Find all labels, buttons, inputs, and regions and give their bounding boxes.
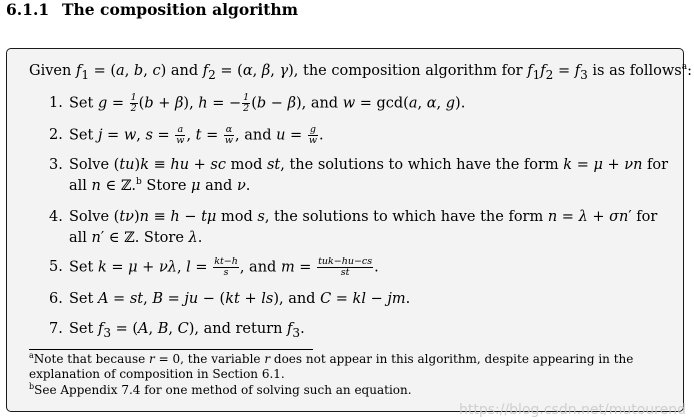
footnote-text: Note that because <box>33 352 150 366</box>
step-number: 2. <box>49 127 63 143</box>
step-number: 3. <box>49 157 63 173</box>
watermark: https://blog.csdn.net/mutourend <box>458 402 686 418</box>
footnote-a: $^a$Note that because r = 0, the variable r does not appear in this algorithm, despite appearing in the explanation of composition in Section 6.1. <box>29 351 634 381</box>
intro-text: Given <box>29 63 76 79</box>
intro-text: is as follows <box>587 63 682 79</box>
footnote-text: , the variable <box>180 352 265 366</box>
algorithm-box <box>6 48 692 412</box>
step-number: 4. <box>49 209 63 225</box>
algorithm-step-5: 5. Set k = μ + νλ, l = $\frac{kt-h}{s}$ , and m = $\frac{\text{tuk−hu−cs}}{st}$ . <box>49 256 379 278</box>
step-number: 1. <box>49 95 63 111</box>
footnote-text: See Appendix 7.4 for one method of solving such an equation. <box>34 383 412 397</box>
step-number: 5. <box>49 259 63 275</box>
section-heading <box>6 0 298 19</box>
footnote-rule <box>29 349 313 350</box>
algorithm-step-7: 7. Set $f_3 = (A$, B, C), and return $f_3$. <box>49 321 305 340</box>
footnote-mark: a <box>29 351 34 360</box>
intro-text: , the composition algorithm for <box>293 63 528 79</box>
footnote-text: does not appear in this algorithm, despite appearing in the explanation of composition in Section 6.1. <box>29 352 634 381</box>
algorithm-step-2: 2. Set j = w, s = $\frac{a}{w}$ , t = $\frac{\alpha}{w}$ , and u = $\frac{g}{w}$ . <box>49 124 324 146</box>
footnote-mark: b <box>29 382 35 391</box>
algorithm-intro: Given $f_1 = (a$, b, c) and $f_2 = (\alpha$, β, γ), the composition algorithm for $f_1f_2 = f_3$ is as follows$^a$: <box>29 62 692 82</box>
algorithm-step-3: 3. Solve (tu)k ≡ hu + sc mod st, the solutions to which have the form k = μ + νn for all n ∈ ℤ.$^b$ Store μ and ν. <box>49 157 669 194</box>
algorithm-step-1: 1. Set g = $\frac{1}{2}$ (b + β), h = − $\frac{1}{2}$ (b − β), and w = gcd(a, α, g). <box>49 92 466 114</box>
step-number: 7. <box>49 321 63 337</box>
algorithm-step-6: 6. Set A = st, B = ju − (kt + ls), and C = kl − jm. <box>49 289 669 310</box>
step-number: 6. <box>49 291 63 307</box>
footnote-b <box>29 383 669 398</box>
section-number: 6.1.1 <box>6 0 50 19</box>
algorithm-step-4: 4. Solve (tν)n ≡ h − tμ mod s, the solutions to which have the form n = λ + σn′ for all n′ ∈ ℤ. Store λ. <box>49 209 658 246</box>
intro-text: and <box>166 63 203 79</box>
section-title: The composition algorithm <box>62 0 299 19</box>
